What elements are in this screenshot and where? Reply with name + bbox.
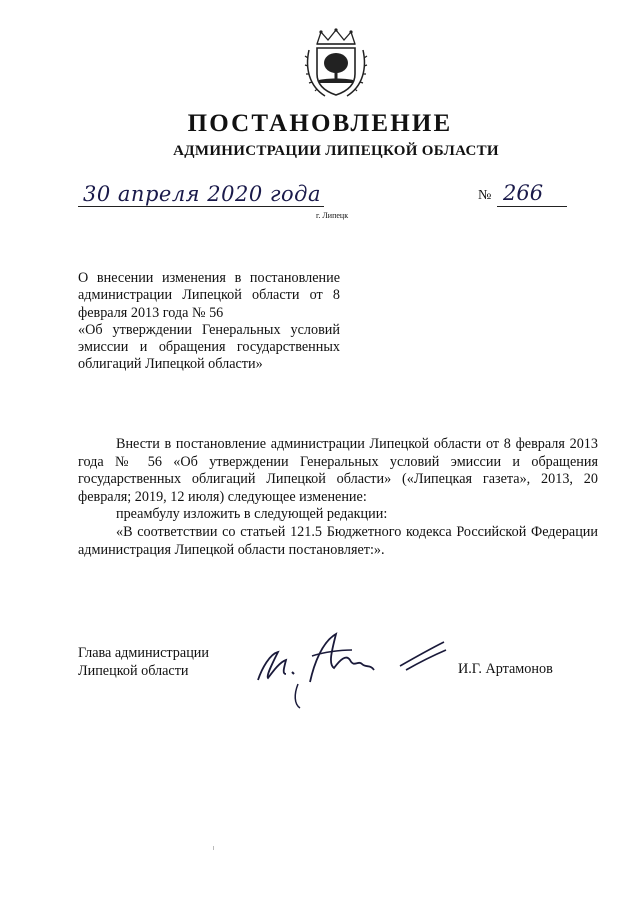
handwritten-number: 266 bbox=[503, 181, 544, 205]
signer-position-line-1: Глава администрации bbox=[78, 645, 209, 661]
handwritten-date: 30 апреля 2020 года bbox=[83, 182, 321, 206]
city-label: г. Липецк bbox=[316, 211, 349, 220]
coat-of-arms-emblem bbox=[303, 28, 369, 100]
handwritten-signature bbox=[250, 620, 450, 710]
signer-name: И.Г. Артамонов bbox=[458, 661, 553, 677]
body-paragraph-2: преамбулу изложить в следующей редакции: bbox=[116, 506, 388, 523]
subject-line-1: О внесении изменения в постановление администрации Липецкой области от 8 февраля 2013 года № 56 bbox=[78, 270, 340, 321]
signer-position bbox=[78, 644, 209, 680]
date-underline bbox=[78, 206, 324, 207]
document-subtitle: АДМИНИСТРАЦИИ ЛИПЕЦКОЙ ОБЛАСТИ bbox=[173, 143, 499, 159]
document-title: ПОСТАНОВЛЕНИЕ bbox=[187, 110, 453, 137]
document-subject bbox=[78, 270, 340, 374]
number-sign: № bbox=[478, 188, 492, 203]
document-body bbox=[78, 436, 598, 559]
subject-line-2: «Об утверждении Генеральных условий эмиссии и обращения государственных облигаций Липецкой области» bbox=[78, 321, 340, 373]
number-underline bbox=[497, 206, 567, 207]
signer-position-line-2: Липецкой области bbox=[78, 663, 189, 679]
body-paragraph-3: «В соответствии со статьей 121.5 Бюджетного кодекса Российской Федерации администрация Липецкой области постановляет:». bbox=[78, 523, 598, 558]
body-paragraph-1: Внести в постановление администрации Липецкой области от 8 февраля 2013 года № 56 «Об утверждении Генеральных условий эмиссии и обращения государственных облигаций Липецкой области» («Липецкая газета», 2013, 20 февраля; 2019, 12 июля) следующее изменение: bbox=[78, 436, 598, 505]
scan-mark bbox=[213, 846, 214, 850]
